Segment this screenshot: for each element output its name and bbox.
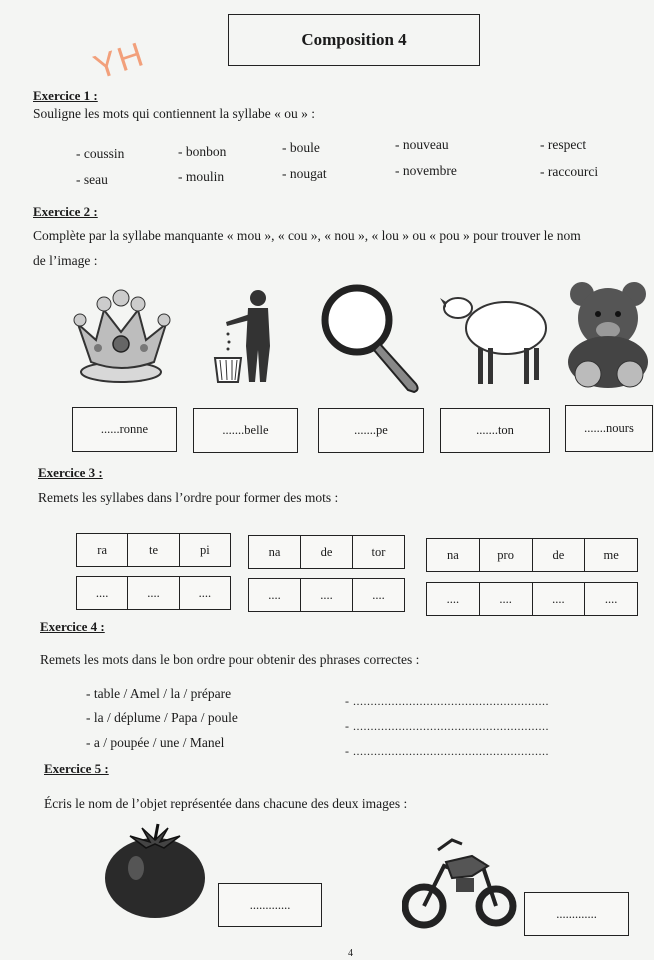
syllable: te (128, 534, 179, 566)
word-item: - nouveau (395, 137, 449, 152)
exercise-2-title: Exercice 2 : (33, 204, 98, 219)
exercise-2-instruction-cont: de l’image : (33, 253, 98, 268)
answer-box-motorbike[interactable]: ............. (524, 892, 629, 936)
blank-cell[interactable]: .... (533, 583, 586, 615)
syllable-group-3 (426, 538, 638, 572)
trash-bin-image (208, 288, 283, 388)
motorbike-image (402, 826, 518, 932)
word-item: - nougat (282, 166, 327, 181)
sentence-item: - table / Amel / la / prépare (86, 686, 232, 701)
word-item: - raccourci (540, 164, 599, 179)
exercise-3-instruction: Remets les syllabes dans l’ordre pour former des mots : (38, 490, 339, 505)
answer-box-trash[interactable]: .......belle (193, 408, 298, 453)
blank-cell[interactable]: .... (249, 579, 301, 611)
magnifier-image (312, 280, 427, 395)
syllable: pi (199, 542, 210, 557)
word-item: - novembre (395, 163, 457, 178)
answer-group-1[interactable] (76, 576, 231, 610)
tomato-image (100, 820, 210, 922)
syllable: me (603, 547, 619, 562)
blank-cell[interactable]: .... (77, 577, 128, 609)
answer-group-2[interactable] (248, 578, 405, 612)
word-item: - moulin (178, 169, 225, 184)
word-item: - respect (540, 137, 587, 152)
syllable-group-2 (248, 535, 405, 569)
answer-line[interactable]: - ........................................................ (345, 694, 549, 708)
exercise-5-instruction: Écris le nom de l’objet représentée dans chacune des deux images : (44, 796, 408, 811)
syllable: na (249, 536, 301, 568)
exercise-4-title: Exercice 4 : (40, 619, 105, 634)
blank-cell[interactable]: .... (372, 587, 385, 602)
answer-group-3[interactable] (426, 582, 638, 616)
blank-cell[interactable]: .... (604, 591, 618, 606)
sentence-item: - la / déplume / Papa / poule (86, 710, 238, 725)
exercise-1-instruction: Souligne les mots qui contiennent la syllabe « ou » : (33, 106, 315, 121)
blank-cell[interactable]: .... (198, 585, 212, 600)
syllable: na (427, 539, 480, 571)
sentence-item: - a / poupée / une / Manel (86, 735, 225, 750)
syllable: ra (77, 534, 128, 566)
blank-cell[interactable]: .... (301, 579, 353, 611)
syllable: de (533, 539, 586, 571)
answer-box-bear[interactable]: .......nours (565, 405, 653, 452)
word-item: - boule (282, 140, 320, 155)
syllable-group-1 (76, 533, 231, 567)
syllable: de (301, 536, 353, 568)
crown-image (66, 282, 176, 392)
teddy-bear-image (562, 280, 654, 392)
sheep-image (438, 280, 553, 390)
answer-line[interactable]: - ........................................................ (345, 719, 549, 733)
syllable: pro (480, 539, 533, 571)
watermark: YH (89, 35, 150, 88)
word-item: - coussin (76, 146, 125, 161)
blank-cell[interactable]: .... (480, 583, 533, 615)
answer-box-magnifier[interactable]: .......pe (318, 408, 424, 453)
exercise-2-instruction: Complète par la syllabe manquante « mou », « cou », « nou », « lou » ou « pou » pour trouver le nom (33, 228, 581, 243)
syllable: tor (371, 544, 386, 559)
answer-box-crown[interactable]: ......ronne (72, 407, 177, 452)
page-title: Composition 4 (228, 14, 480, 66)
answer-box-sheep[interactable]: .......ton (440, 408, 550, 453)
word-item: - seau (76, 172, 108, 187)
exercise-5-title: Exercice 5 : (44, 761, 109, 776)
answer-box-tomato[interactable]: ............. (218, 883, 322, 927)
answer-line[interactable]: - ........................................................ (345, 744, 549, 758)
exercise-3-title: Exercice 3 : (38, 465, 103, 480)
exercise-4-instruction: Remets les mots dans le bon ordre pour obtenir des phrases correctes : (40, 652, 420, 667)
blank-cell[interactable]: .... (427, 583, 480, 615)
exercise-1-title: Exercice 1 : (33, 88, 98, 103)
page-number: 4 (348, 948, 353, 959)
blank-cell[interactable]: .... (128, 577, 179, 609)
word-item: - bonbon (178, 144, 227, 159)
